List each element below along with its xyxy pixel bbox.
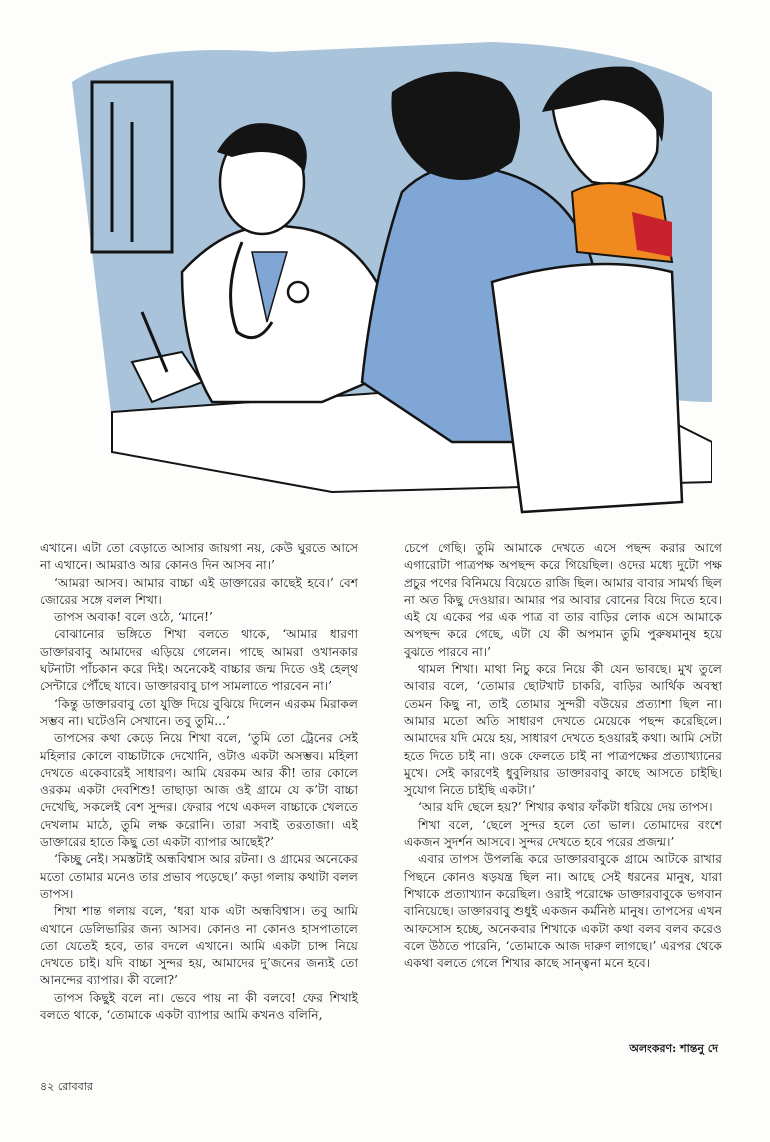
chair	[492, 264, 682, 512]
paragraph: এখানে। এটা তো বেড়াতে আসার জায়গা নয়, কেউ ঘুরতে আসে না এখানে। আমরাও আর কোনও দিন আসব না।’	[40, 541, 358, 573]
paragraph: এবার তাপস উপলব্ধি করে ডাক্তারবাবুকে গ্রামে আটকে রাখার পিছনে কোনও ষড়যন্ত্র ছিল না। আছে সেই ধরনের মানুষ, যারা শিখাকে প্রত্যাখ্যান করেছিল। ওরাই পরোক্ষে ডাক্তারবাবুকে ভগবান বানিয়েছে। ডাক্তারবাবু শুধুই একজন কর্মনিষ্ঠ মানুষ। তাপসের এখন আফসোস হচ্ছে, অনেকবার শিখাকে একটা কথা বলব বলব করেও বলে উঠতে পারেনি, ‘তোমাকে আজ দারুণ লাগছে।’ এরপর থেকে একথা বলতে গেলে শিখার কাছে সান্ত্বনা মনে হবে।	[404, 852, 722, 971]
paragraph: তাপসের কথা কেড়ে নিয়ে শিখা বলে, ‘তুমি তো ট্রেনের সেই মহিলার কোলে বাচ্চাটাকে দেখোনি, ওটাও একটা অসম্ভব। মহিলা দেখতে একেবারেই সাধারণ। আমি যেরকম আর কী! তার কোলে ওরকম একটা দেবশিশু! তাছাড়া আজ ওই গ্রামে যে ক’টা বাচ্চা দেখেছি, সকলেই বেশ সুন্দর। ফেরার পথে একদল বাচ্চাকে খেলতে দেখলাম মাঠে, তুমি লক্ষ করোনি। তারা সবাই তরতাজা। এই ডাক্তারের হাতে কিছু তো একটা ব্যাপার আছেই?’	[40, 731, 358, 850]
paragraph: ‘আমরা আসব। আমার বাচ্চা এই ডাক্তারের কাছেই হবে।’ বেশ জোরের সঙ্গে বলল শিখা।	[40, 575, 358, 607]
paragraph: শিখা শান্ত গলায় বলে, ‘ধরা যাক এটা অন্ধবিশ্বাস। তবু আমি এখানে ডেলিভারির জন্য আসব। কোনও না কোনও হাসপাতালে তো যেতেই হবে, তার বদলে এখানে। আমি একটা চান্স নিয়ে দেখতে চাই। যদি বাচ্চা সুন্দর হয়, আমাদের দু’জনের জন্যই তো আনন্দের ব্যাপার। কী বলো?’	[40, 904, 358, 988]
page-footer: ৪২ রোববার	[40, 1080, 93, 1093]
article-column-left	[40, 540, 358, 1024]
paragraph: ‘কিচ্ছু নেই। সমস্তটাই অন্ধবিশ্বাস আর রটনা। ও গ্রামের অনেকের মতো তোমার মনেও তার প্রভাব পড়েছে।’ কড়া গলায় কথাটা বলল তাপস।	[40, 852, 358, 901]
paragraph: তাপস অবাক! বলে ওঠে, ‘মানে!’	[54, 610, 213, 625]
paragraph: থামল শিখা। মাথা নিচু করে নিয়ে কী যেন ভাবছে। মুখ তুলে আবার বলে, ‘তোমার ছোটখাট চাকরি, বাড়ির আর্থিক অবস্থা তেমন কিছু না, তাই তোমার সুন্দরী বউয়ের প্রত্যাশা ছিল না। আমার মতো অতি সাধারণ দেখতে মেয়েকে পছন্দ করেছিলে। আমাদের যদি মেয়ে হয়, সাধারণ দেখতে হওয়ারই কথা। আমি সেটা হতে দিতে চাই না। ওকে ফেলতে চাই না পাত্রপক্ষের প্রত্যাখ্যানের মুখে। সেই কারণেই ধুবুলিয়ার ডাক্তারবাবু কাছে আসতে চাইছি। সুযোগ নিতে চাইছি একটা।’	[404, 662, 722, 798]
illustration-credit: অলংকরণ: শান্তনু দে	[629, 1042, 718, 1055]
doctor-consultation-illustration	[72, 22, 712, 532]
paragraph: বোঝানোর ভঙ্গিতে শিখা বলতে থাকে, ‘আমার ধারণা ডাক্তারবাবু আমাদের এড়িয়ে গেলেন। পাছে আমরা ওখানকার ঘটনাটা পাঁচকান করে দিই। অনেকেই বাচ্চার জন্ম দিতে ওই হেল্‌থ সেন্টারে পৌঁছে যাবে। ডাক্তারবাবু চাপ সামলাতে পারবেন না।’	[40, 627, 358, 694]
paragraph: চেপে গেছি। তুমি আমাকে দেখতে এসে পছন্দ করার আগে এগারোটা পাত্রপক্ষ অপছন্দ করে গিয়েছিল। ওদের মধ্যে দুটো পক্ষ প্রচুর পণের বিনিময়ে বিয়েতে রাজি ছিল। আমার বাবার সামর্থ্য ছিল না অত কিছু দেওয়ার। আমার পর আবার বোনের বিয়ে দিতে হবে। এই যে একের পর এক পাত্র বা তার বাড়ির লোক এসে আমাকে অপছন্দ করে গেছে, এটা যে কী অপমান তুমি পুরুষমানুষ হয়ে বুঝতে পারবে না।’	[404, 541, 722, 659]
paragraph: শিখা বলে, ‘ছেলে সুন্দর হলে তো ভাল। তোমাদের বংশে একজন সুদর্শন আসবে। সুন্দর দেখতে হবে পরের প্রজন্ম।’	[404, 817, 722, 850]
paragraph: তাপস কিছুই বলে না। ভেবে পায় না কী বলবে! ফের শিখাই বলতে থাকে, ‘তোমাকে একটা ব্যাপার আমি কখনও বলিনি,	[40, 990, 358, 1023]
paragraph: ‘কিন্তু ডাক্তারবাবু তো যুক্তি দিয়ে বুঝিয়ে দিলেন এরকম মিরাকল সম্ভব না। ঘটেওনি সেখানে। তবু তুমি...’	[40, 696, 358, 728]
paragraph: ‘আর যদি ছেলে হয়?’ শিখার কথার ফাঁকটা ধরিয়ে দেয় তাপস।	[418, 800, 713, 815]
article-column-right	[404, 540, 722, 972]
